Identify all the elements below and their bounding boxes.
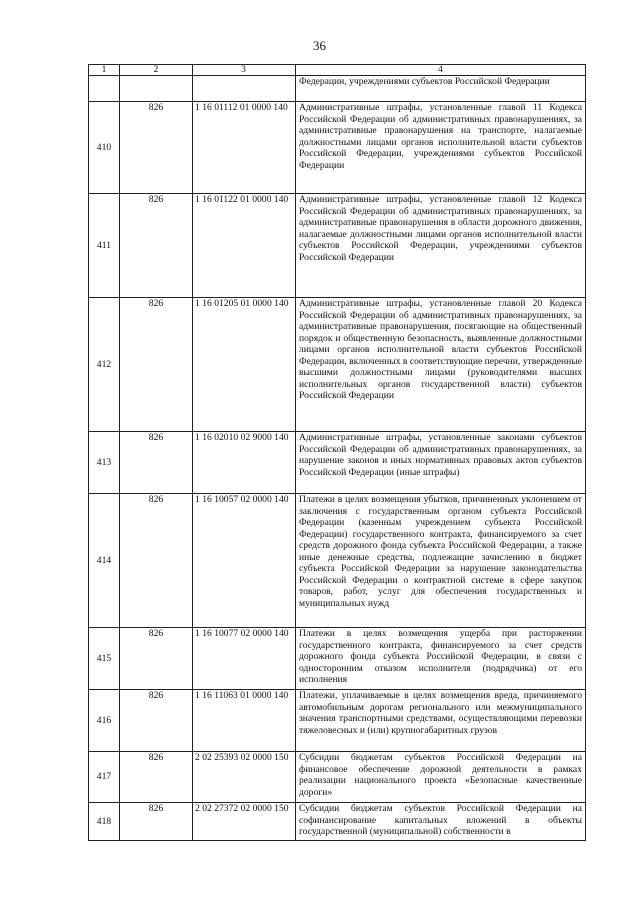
row-number: 411 xyxy=(89,194,120,298)
admin-code: 826 xyxy=(120,194,193,298)
header-col-1: 1 xyxy=(89,65,120,76)
revenue-description: Платежи в целях возмещения убытков, причиненных уклонением от заключения с государственным органом субъекта Российской Федерации (казенным учреждением субъекта Российской Федерации) государственного контракта, финансируемого за счет средств дорожного фонда субъекта Российской Федерации, а также иные денежные средства, подлежащие зачислению в бюджет субъекта Российской Федерации за нарушение законодательства Российской Федерации о контрактной системе в сфере закупок товаров, работ, услуг для обеспечения государственных и муниципальных нужд xyxy=(296,494,586,628)
admin-code xyxy=(120,76,193,102)
revenue-description: Административные штрафы, установленные законами субъектов Российской Федерации об административных правонарушениях, за нарушение законов и иных нормативных правовых актов субъектов Российской Федерации (иные штрафы) xyxy=(296,432,586,494)
admin-code: 826 xyxy=(120,102,193,194)
revenue-description: Субсидии бюджетам субъектов Российской Федерации на финансовое обеспечение дорожной деятельности в рамках реализации национального проекта «Безопасные качественные дороги» xyxy=(296,752,586,803)
budget-code: 2 02 25393 02 0000 150 xyxy=(193,752,296,803)
table-row xyxy=(89,76,586,102)
table-row xyxy=(89,194,586,298)
budget-code: 1 16 10057 02 0000 140 xyxy=(193,494,296,628)
budget-code xyxy=(193,76,296,102)
budget-code: 1 16 11063 01 0000 140 xyxy=(193,690,296,752)
row-number: 417 xyxy=(89,752,120,803)
row-number: 412 xyxy=(89,298,120,432)
table-row xyxy=(89,494,586,628)
table-row xyxy=(89,752,586,803)
revenue-description: Административные штрафы, установленные главой 11 Кодекса Российской Федерации об административных правонарушениях, за административные правонарушения на транспорте, налагаемые должностными лицами органов исполнительной власти субъектов Российской Федерации, учреждениями субъектов Российской Федерации xyxy=(296,102,586,194)
admin-code: 826 xyxy=(120,432,193,494)
admin-code: 826 xyxy=(120,690,193,752)
row-number: 416 xyxy=(89,690,120,752)
budget-code: 1 16 01112 01 0000 140 xyxy=(193,102,296,194)
revenue-description: Административные штрафы, установленные главой 20 Кодекса Российской Федерации об административных правонарушениях, за административные правонарушения, посягающие на общественный порядок и общественную безопасность, выявленные должностными лицами органов исполнительной власти субъектов Российской Федерации, включенных в соответствующие перечни, утвержденные высшими должностными лицами (руководителями высших исполнительных органов государственной власти) субъектов Российской Федерации xyxy=(296,298,586,432)
revenue-description: Платежи в целях возмещения ущерба при расторжении государственного контракта, финансируемого за счет средств дорожного фонда субъекта Российской Федерации, в связи с односторонним отказом исполнителя (подрядчика) от его исполнения xyxy=(296,628,586,690)
row-number: 415 xyxy=(89,628,120,690)
header-col-3: 3 xyxy=(193,65,296,76)
row-number: 410 xyxy=(89,102,120,194)
admin-code: 826 xyxy=(120,628,193,690)
admin-code: 826 xyxy=(120,803,193,841)
revenue-description: Платежи, уплачиваемые в целях возмещения вреда, причиняемого автомобильным дорогам регионального или межмуниципального значения транспортными средствами, осуществляющими перевозки тяжеловесных и (или) крупногабаритных грузов xyxy=(296,690,586,752)
revenue-description: Федерации, учреждениями субъектов Российской Федерации xyxy=(296,76,586,102)
header-col-4: 4 xyxy=(296,65,586,76)
admin-code: 826 xyxy=(120,494,193,628)
admin-code: 826 xyxy=(120,752,193,803)
table-row xyxy=(89,432,586,494)
budget-code: 1 16 01205 01 0000 140 xyxy=(193,298,296,432)
admin-code: 826 xyxy=(120,298,193,432)
table-row xyxy=(89,102,586,194)
row-number: 418 xyxy=(89,803,120,841)
header-col-2: 2 xyxy=(120,65,193,76)
table-row xyxy=(89,628,586,690)
row-number: 414 xyxy=(89,494,120,628)
budget-code: 1 16 02010 02 9000 140 xyxy=(193,432,296,494)
row-number: 413 xyxy=(89,432,120,494)
budget-code: 1 16 01122 01 0000 140 xyxy=(193,194,296,298)
row-number xyxy=(89,76,120,102)
revenue-codes-table xyxy=(88,64,586,841)
table-row xyxy=(89,298,586,432)
table-header-row xyxy=(89,65,586,76)
table-row xyxy=(89,803,586,841)
page-number: 36 xyxy=(313,38,326,53)
budget-code: 1 16 10077 02 0000 140 xyxy=(193,628,296,690)
revenue-description: Административные штрафы, установленные главой 12 Кодекса Российской Федерации об административных правонарушениях, за административные правонарушения в области дорожного движения, налагаемые должностными лицами органов исполнительной власти субъектов Российской Федерации, учреждениями субъектов Российской Федерации xyxy=(296,194,586,298)
table-row xyxy=(89,690,586,752)
revenue-description: Субсидии бюджетам субъектов Российской Федерации на софинансирование капитальных вложений в объекты государственной (муниципальной) собственности в xyxy=(296,803,586,841)
budget-code: 2 02 27372 02 0000 150 xyxy=(193,803,296,841)
